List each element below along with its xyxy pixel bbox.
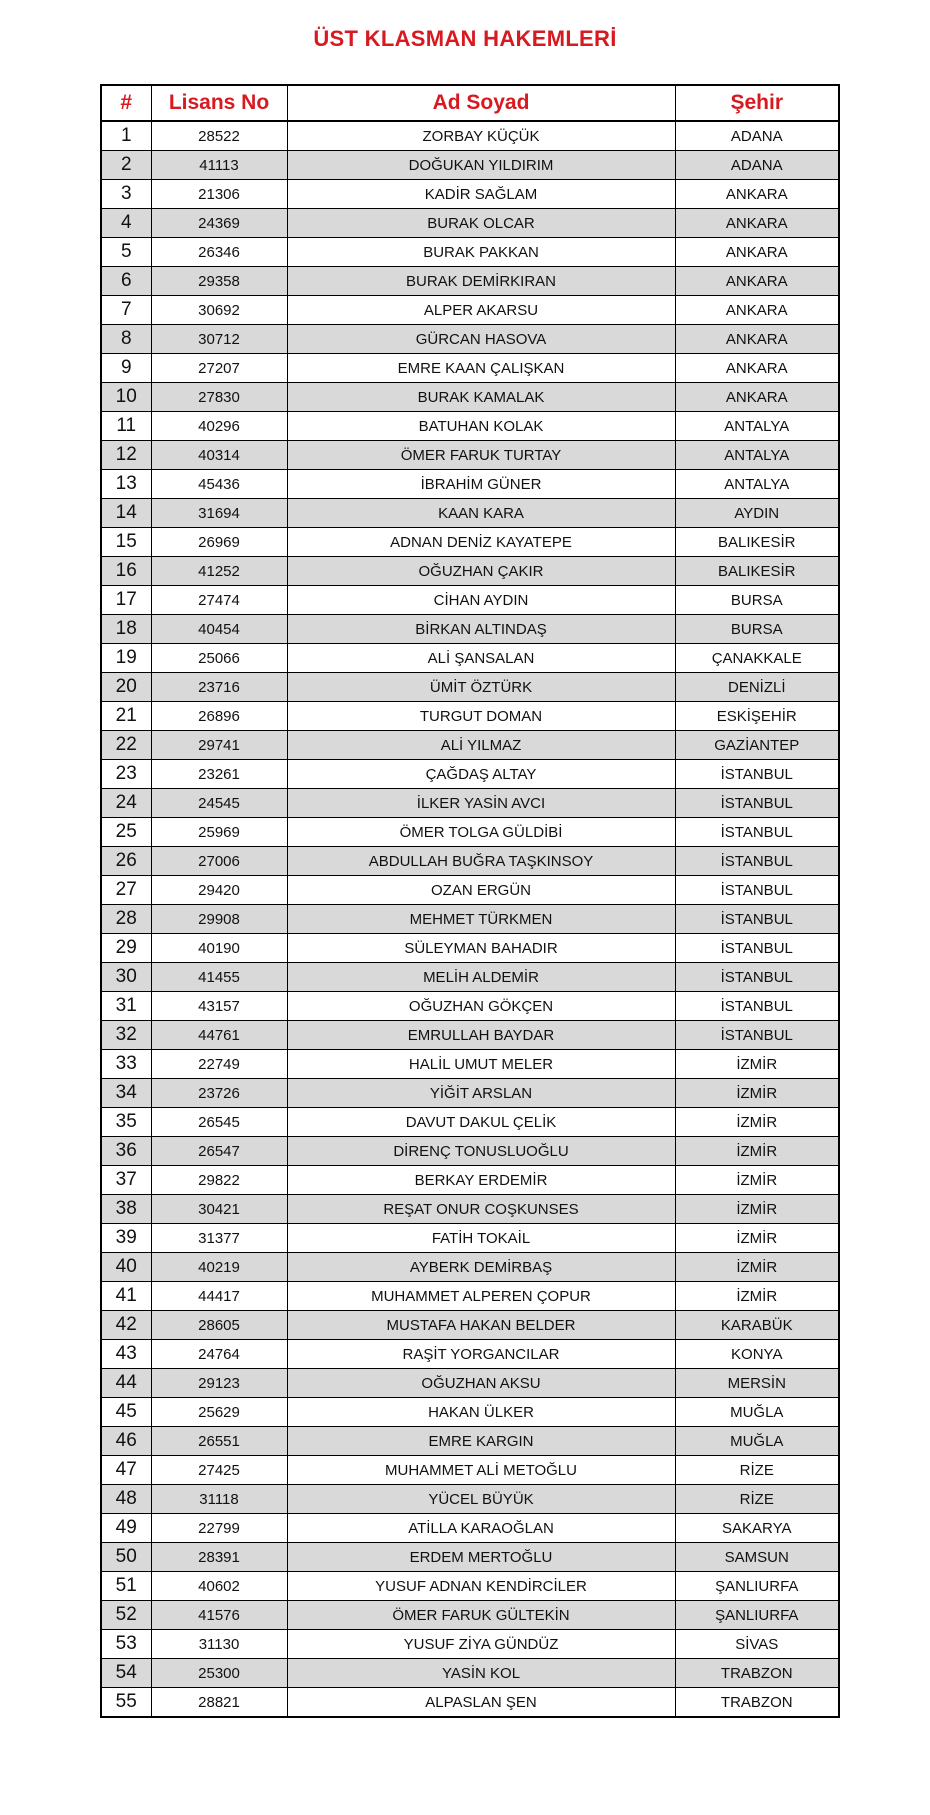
row-number: 44 bbox=[101, 1369, 151, 1398]
table-row bbox=[101, 992, 839, 1021]
city-name: İZMİR bbox=[675, 1195, 839, 1224]
city-name: İZMİR bbox=[675, 1050, 839, 1079]
row-number: 49 bbox=[101, 1514, 151, 1543]
city-name: İSTANBUL bbox=[675, 1021, 839, 1050]
license-number: 25066 bbox=[151, 644, 287, 673]
referee-name: HALİL UMUT MELER bbox=[287, 1050, 675, 1079]
row-number: 14 bbox=[101, 499, 151, 528]
referee-name: BURAK OLCAR bbox=[287, 209, 675, 238]
referee-name: İBRAHİM GÜNER bbox=[287, 470, 675, 499]
city-name: ANKARA bbox=[675, 180, 839, 209]
license-number: 30421 bbox=[151, 1195, 287, 1224]
table-row bbox=[101, 1543, 839, 1572]
referee-name: OĞUZHAN ÇAKIR bbox=[287, 557, 675, 586]
city-name: BURSA bbox=[675, 586, 839, 615]
referee-name: EMRE KARGIN bbox=[287, 1427, 675, 1456]
city-name: KARABÜK bbox=[675, 1311, 839, 1340]
referee-name: ZORBAY KÜÇÜK bbox=[287, 121, 675, 151]
referee-name: ALPASLAN ŞEN bbox=[287, 1688, 675, 1718]
table-row bbox=[101, 325, 839, 354]
row-number: 43 bbox=[101, 1340, 151, 1369]
table-row bbox=[101, 1369, 839, 1398]
referee-name: EMRULLAH BAYDAR bbox=[287, 1021, 675, 1050]
license-number: 31130 bbox=[151, 1630, 287, 1659]
column-header-license: Lisans No bbox=[151, 85, 287, 121]
row-number: 38 bbox=[101, 1195, 151, 1224]
referee-name: FATİH TOKAİL bbox=[287, 1224, 675, 1253]
row-number: 27 bbox=[101, 876, 151, 905]
table-row bbox=[101, 1601, 839, 1630]
table-row bbox=[101, 1688, 839, 1718]
city-name: ADANA bbox=[675, 121, 839, 151]
referee-name: İLKER YASİN AVCI bbox=[287, 789, 675, 818]
referee-name: RAŞİT YORGANCILAR bbox=[287, 1340, 675, 1369]
table-row bbox=[101, 1572, 839, 1601]
license-number: 22799 bbox=[151, 1514, 287, 1543]
license-number: 27006 bbox=[151, 847, 287, 876]
row-number: 41 bbox=[101, 1282, 151, 1311]
city-name: SAKARYA bbox=[675, 1514, 839, 1543]
referee-name: GÜRCAN HASOVA bbox=[287, 325, 675, 354]
license-number: 30692 bbox=[151, 296, 287, 325]
table-row bbox=[101, 1398, 839, 1427]
city-name: RİZE bbox=[675, 1485, 839, 1514]
city-name: MUĞLA bbox=[675, 1427, 839, 1456]
row-number: 10 bbox=[101, 383, 151, 412]
table-row bbox=[101, 760, 839, 789]
license-number: 40602 bbox=[151, 1572, 287, 1601]
row-number: 25 bbox=[101, 818, 151, 847]
license-number: 29741 bbox=[151, 731, 287, 760]
row-number: 40 bbox=[101, 1253, 151, 1282]
table-row bbox=[101, 1195, 839, 1224]
referee-name: OZAN ERGÜN bbox=[287, 876, 675, 905]
referee-name: BURAK KAMALAK bbox=[287, 383, 675, 412]
table-row bbox=[101, 441, 839, 470]
row-number: 8 bbox=[101, 325, 151, 354]
table-row bbox=[101, 180, 839, 209]
city-name: İSTANBUL bbox=[675, 789, 839, 818]
city-name: ŞANLIURFA bbox=[675, 1572, 839, 1601]
table-row bbox=[101, 673, 839, 702]
license-number: 45436 bbox=[151, 470, 287, 499]
license-number: 25629 bbox=[151, 1398, 287, 1427]
row-number: 7 bbox=[101, 296, 151, 325]
referee-name: OĞUZHAN AKSU bbox=[287, 1369, 675, 1398]
table-row bbox=[101, 789, 839, 818]
city-name: ANKARA bbox=[675, 354, 839, 383]
table-row bbox=[101, 151, 839, 180]
license-number: 40454 bbox=[151, 615, 287, 644]
row-number: 37 bbox=[101, 1166, 151, 1195]
license-number: 40314 bbox=[151, 441, 287, 470]
table-row bbox=[101, 267, 839, 296]
row-number: 5 bbox=[101, 238, 151, 267]
table-row bbox=[101, 1166, 839, 1195]
license-number: 24369 bbox=[151, 209, 287, 238]
referee-name: SÜLEYMAN BAHADIR bbox=[287, 934, 675, 963]
row-number: 1 bbox=[101, 121, 151, 151]
row-number: 50 bbox=[101, 1543, 151, 1572]
referee-name: ERDEM MERTOĞLU bbox=[287, 1543, 675, 1572]
referee-name: YUSUF ZİYA GÜNDÜZ bbox=[287, 1630, 675, 1659]
city-name: İSTANBUL bbox=[675, 876, 839, 905]
referee-name: BURAK DEMİRKIRAN bbox=[287, 267, 675, 296]
table-row bbox=[101, 1340, 839, 1369]
license-number: 31377 bbox=[151, 1224, 287, 1253]
referee-name: HAKAN ÜLKER bbox=[287, 1398, 675, 1427]
license-number: 28391 bbox=[151, 1543, 287, 1572]
referee-name: CİHAN AYDIN bbox=[287, 586, 675, 615]
referee-name: ABDULLAH BUĞRA TAŞKINSOY bbox=[287, 847, 675, 876]
license-number: 41576 bbox=[151, 1601, 287, 1630]
license-number: 29420 bbox=[151, 876, 287, 905]
city-name: GAZİANTEP bbox=[675, 731, 839, 760]
referee-name: ADNAN DENİZ KAYATEPE bbox=[287, 528, 675, 557]
column-header-number: # bbox=[101, 85, 151, 121]
table-row bbox=[101, 1282, 839, 1311]
license-number: 24764 bbox=[151, 1340, 287, 1369]
city-name: TRABZON bbox=[675, 1688, 839, 1718]
license-number: 41455 bbox=[151, 963, 287, 992]
row-number: 34 bbox=[101, 1079, 151, 1108]
row-number: 3 bbox=[101, 180, 151, 209]
referee-name: ÖMER FARUK GÜLTEKİN bbox=[287, 1601, 675, 1630]
city-name: İZMİR bbox=[675, 1108, 839, 1137]
row-number: 19 bbox=[101, 644, 151, 673]
table-row bbox=[101, 876, 839, 905]
license-number: 26896 bbox=[151, 702, 287, 731]
table-row bbox=[101, 1630, 839, 1659]
row-number: 33 bbox=[101, 1050, 151, 1079]
license-number: 27830 bbox=[151, 383, 287, 412]
city-name: İZMİR bbox=[675, 1079, 839, 1108]
city-name: ANKARA bbox=[675, 238, 839, 267]
license-number: 28522 bbox=[151, 121, 287, 151]
table-row bbox=[101, 905, 839, 934]
license-number: 31118 bbox=[151, 1485, 287, 1514]
license-number: 29908 bbox=[151, 905, 287, 934]
city-name: İSTANBUL bbox=[675, 818, 839, 847]
city-name: İSTANBUL bbox=[675, 934, 839, 963]
city-name: BURSA bbox=[675, 615, 839, 644]
table-row bbox=[101, 818, 839, 847]
table-row bbox=[101, 557, 839, 586]
referee-table bbox=[100, 84, 840, 1718]
referee-name: MUSTAFA HAKAN BELDER bbox=[287, 1311, 675, 1340]
city-name: İSTANBUL bbox=[675, 905, 839, 934]
city-name: İZMİR bbox=[675, 1166, 839, 1195]
license-number: 27207 bbox=[151, 354, 287, 383]
referee-name: OĞUZHAN GÖKÇEN bbox=[287, 992, 675, 1021]
license-number: 23716 bbox=[151, 673, 287, 702]
row-number: 24 bbox=[101, 789, 151, 818]
city-name: AYDIN bbox=[675, 499, 839, 528]
license-number: 40219 bbox=[151, 1253, 287, 1282]
referee-name: YÜCEL BÜYÜK bbox=[287, 1485, 675, 1514]
row-number: 20 bbox=[101, 673, 151, 702]
license-number: 41113 bbox=[151, 151, 287, 180]
referee-name: YASİN KOL bbox=[287, 1659, 675, 1688]
table-row bbox=[101, 528, 839, 557]
row-number: 6 bbox=[101, 267, 151, 296]
license-number: 27474 bbox=[151, 586, 287, 615]
license-number: 30712 bbox=[151, 325, 287, 354]
row-number: 30 bbox=[101, 963, 151, 992]
city-name: BALIKESİR bbox=[675, 557, 839, 586]
row-number: 32 bbox=[101, 1021, 151, 1050]
city-name: SİVAS bbox=[675, 1630, 839, 1659]
referee-name: MUHAMMET ALPEREN ÇOPUR bbox=[287, 1282, 675, 1311]
table-row bbox=[101, 470, 839, 499]
license-number: 26551 bbox=[151, 1427, 287, 1456]
table-row bbox=[101, 1253, 839, 1282]
referee-name: REŞAT ONUR COŞKUNSES bbox=[287, 1195, 675, 1224]
referee-name: ATİLLA KARAOĞLAN bbox=[287, 1514, 675, 1543]
table-header-row bbox=[101, 85, 839, 121]
city-name: SAMSUN bbox=[675, 1543, 839, 1572]
row-number: 18 bbox=[101, 615, 151, 644]
city-name: KONYA bbox=[675, 1340, 839, 1369]
referee-name: MELİH ALDEMİR bbox=[287, 963, 675, 992]
city-name: DENİZLİ bbox=[675, 673, 839, 702]
license-number: 44761 bbox=[151, 1021, 287, 1050]
row-number: 45 bbox=[101, 1398, 151, 1427]
referee-name: ÇAĞDAŞ ALTAY bbox=[287, 760, 675, 789]
license-number: 26969 bbox=[151, 528, 287, 557]
city-name: ANTALYA bbox=[675, 470, 839, 499]
table-row bbox=[101, 1659, 839, 1688]
license-number: 31694 bbox=[151, 499, 287, 528]
referee-name: MEHMET TÜRKMEN bbox=[287, 905, 675, 934]
row-number: 29 bbox=[101, 934, 151, 963]
city-name: İSTANBUL bbox=[675, 847, 839, 876]
table-row bbox=[101, 383, 839, 412]
city-name: ANKARA bbox=[675, 325, 839, 354]
license-number: 22749 bbox=[151, 1050, 287, 1079]
row-number: 13 bbox=[101, 470, 151, 499]
table-row bbox=[101, 731, 839, 760]
city-name: MERSİN bbox=[675, 1369, 839, 1398]
row-number: 39 bbox=[101, 1224, 151, 1253]
table-row bbox=[101, 963, 839, 992]
city-name: İZMİR bbox=[675, 1282, 839, 1311]
license-number: 29123 bbox=[151, 1369, 287, 1398]
city-name: ANKARA bbox=[675, 267, 839, 296]
city-name: İZMİR bbox=[675, 1253, 839, 1282]
table-row bbox=[101, 702, 839, 731]
referee-name: EMRE KAAN ÇALIŞKAN bbox=[287, 354, 675, 383]
city-name: İZMİR bbox=[675, 1224, 839, 1253]
table-row bbox=[101, 934, 839, 963]
row-number: 55 bbox=[101, 1688, 151, 1718]
license-number: 44417 bbox=[151, 1282, 287, 1311]
city-name: ANKARA bbox=[675, 296, 839, 325]
license-number: 24545 bbox=[151, 789, 287, 818]
license-number: 40296 bbox=[151, 412, 287, 441]
row-number: 31 bbox=[101, 992, 151, 1021]
row-number: 26 bbox=[101, 847, 151, 876]
table-body bbox=[101, 121, 839, 1717]
license-number: 27425 bbox=[151, 1456, 287, 1485]
table-row bbox=[101, 1137, 839, 1166]
row-number: 9 bbox=[101, 354, 151, 383]
city-name: İSTANBUL bbox=[675, 760, 839, 789]
table-row bbox=[101, 1456, 839, 1485]
license-number: 29358 bbox=[151, 267, 287, 296]
table-row bbox=[101, 499, 839, 528]
table-row bbox=[101, 121, 839, 151]
license-number: 26545 bbox=[151, 1108, 287, 1137]
license-number: 43157 bbox=[151, 992, 287, 1021]
license-number: 25969 bbox=[151, 818, 287, 847]
license-number: 28821 bbox=[151, 1688, 287, 1718]
referee-name: ALPER AKARSU bbox=[287, 296, 675, 325]
row-number: 52 bbox=[101, 1601, 151, 1630]
referee-name: ÖMER FARUK TURTAY bbox=[287, 441, 675, 470]
referee-name: BİRKAN ALTINDAŞ bbox=[287, 615, 675, 644]
referee-name: BURAK PAKKAN bbox=[287, 238, 675, 267]
license-number: 25300 bbox=[151, 1659, 287, 1688]
referee-name: DOĞUKAN YILDIRIM bbox=[287, 151, 675, 180]
license-number: 21306 bbox=[151, 180, 287, 209]
referee-name: AYBERK DEMİRBAŞ bbox=[287, 1253, 675, 1282]
row-number: 28 bbox=[101, 905, 151, 934]
license-number: 23726 bbox=[151, 1079, 287, 1108]
license-number: 40190 bbox=[151, 934, 287, 963]
referee-name: DAVUT DAKUL ÇELİK bbox=[287, 1108, 675, 1137]
referee-name: DİRENÇ TONUSLUOĞLU bbox=[287, 1137, 675, 1166]
license-number: 26346 bbox=[151, 238, 287, 267]
referee-name: YİĞİT ARSLAN bbox=[287, 1079, 675, 1108]
city-name: ANTALYA bbox=[675, 441, 839, 470]
city-name: ŞANLIURFA bbox=[675, 1601, 839, 1630]
row-number: 23 bbox=[101, 760, 151, 789]
referee-name: ÖMER TOLGA GÜLDİBİ bbox=[287, 818, 675, 847]
row-number: 17 bbox=[101, 586, 151, 615]
license-number: 23261 bbox=[151, 760, 287, 789]
license-number: 28605 bbox=[151, 1311, 287, 1340]
row-number: 15 bbox=[101, 528, 151, 557]
referee-name: ALİ YILMAZ bbox=[287, 731, 675, 760]
table-row bbox=[101, 1079, 839, 1108]
city-name: ANKARA bbox=[675, 383, 839, 412]
city-name: TRABZON bbox=[675, 1659, 839, 1688]
city-name: MUĞLA bbox=[675, 1398, 839, 1427]
row-number: 42 bbox=[101, 1311, 151, 1340]
row-number: 36 bbox=[101, 1137, 151, 1166]
table-row bbox=[101, 1108, 839, 1137]
row-number: 12 bbox=[101, 441, 151, 470]
city-name: ADANA bbox=[675, 151, 839, 180]
table-row bbox=[101, 296, 839, 325]
table-row bbox=[101, 644, 839, 673]
row-number: 47 bbox=[101, 1456, 151, 1485]
city-name: İZMİR bbox=[675, 1137, 839, 1166]
column-header-city: Şehir bbox=[675, 85, 839, 121]
referee-name: BERKAY ERDEMİR bbox=[287, 1166, 675, 1195]
row-number: 2 bbox=[101, 151, 151, 180]
table-row bbox=[101, 1311, 839, 1340]
city-name: RİZE bbox=[675, 1456, 839, 1485]
table-row bbox=[101, 1514, 839, 1543]
license-number: 41252 bbox=[151, 557, 287, 586]
row-number: 51 bbox=[101, 1572, 151, 1601]
city-name: ÇANAKKALE bbox=[675, 644, 839, 673]
license-number: 29822 bbox=[151, 1166, 287, 1195]
table-row bbox=[101, 1427, 839, 1456]
row-number: 53 bbox=[101, 1630, 151, 1659]
page-title: ÜST KLASMAN HAKEMLERİ bbox=[313, 26, 617, 51]
referee-name: YUSUF ADNAN KENDİRCİLER bbox=[287, 1572, 675, 1601]
referee-name: ALİ ŞANSALAN bbox=[287, 644, 675, 673]
table-row bbox=[101, 586, 839, 615]
city-name: İSTANBUL bbox=[675, 992, 839, 1021]
city-name: ANTALYA bbox=[675, 412, 839, 441]
table-row bbox=[101, 354, 839, 383]
row-number: 48 bbox=[101, 1485, 151, 1514]
referee-name: ÜMİT ÖZTÜRK bbox=[287, 673, 675, 702]
referee-name: BATUHAN KOLAK bbox=[287, 412, 675, 441]
row-number: 35 bbox=[101, 1108, 151, 1137]
city-name: İSTANBUL bbox=[675, 963, 839, 992]
table-row bbox=[101, 1485, 839, 1514]
table-row bbox=[101, 412, 839, 441]
referee-name: KAAN KARA bbox=[287, 499, 675, 528]
table-row bbox=[101, 1050, 839, 1079]
license-number: 26547 bbox=[151, 1137, 287, 1166]
city-name: ANKARA bbox=[675, 209, 839, 238]
city-name: BALIKESİR bbox=[675, 528, 839, 557]
row-number: 54 bbox=[101, 1659, 151, 1688]
table-row bbox=[101, 847, 839, 876]
city-name: ESKİŞEHİR bbox=[675, 702, 839, 731]
column-header-name: Ad Soyad bbox=[287, 85, 675, 121]
table-row bbox=[101, 1224, 839, 1253]
row-number: 22 bbox=[101, 731, 151, 760]
table-row bbox=[101, 238, 839, 267]
referee-name: TURGUT DOMAN bbox=[287, 702, 675, 731]
table-row bbox=[101, 209, 839, 238]
row-number: 4 bbox=[101, 209, 151, 238]
referee-name: KADİR SAĞLAM bbox=[287, 180, 675, 209]
table-row bbox=[101, 615, 839, 644]
referee-name: MUHAMMET ALİ METOĞLU bbox=[287, 1456, 675, 1485]
row-number: 21 bbox=[101, 702, 151, 731]
row-number: 16 bbox=[101, 557, 151, 586]
row-number: 11 bbox=[101, 412, 151, 441]
row-number: 46 bbox=[101, 1427, 151, 1456]
table-row bbox=[101, 1021, 839, 1050]
